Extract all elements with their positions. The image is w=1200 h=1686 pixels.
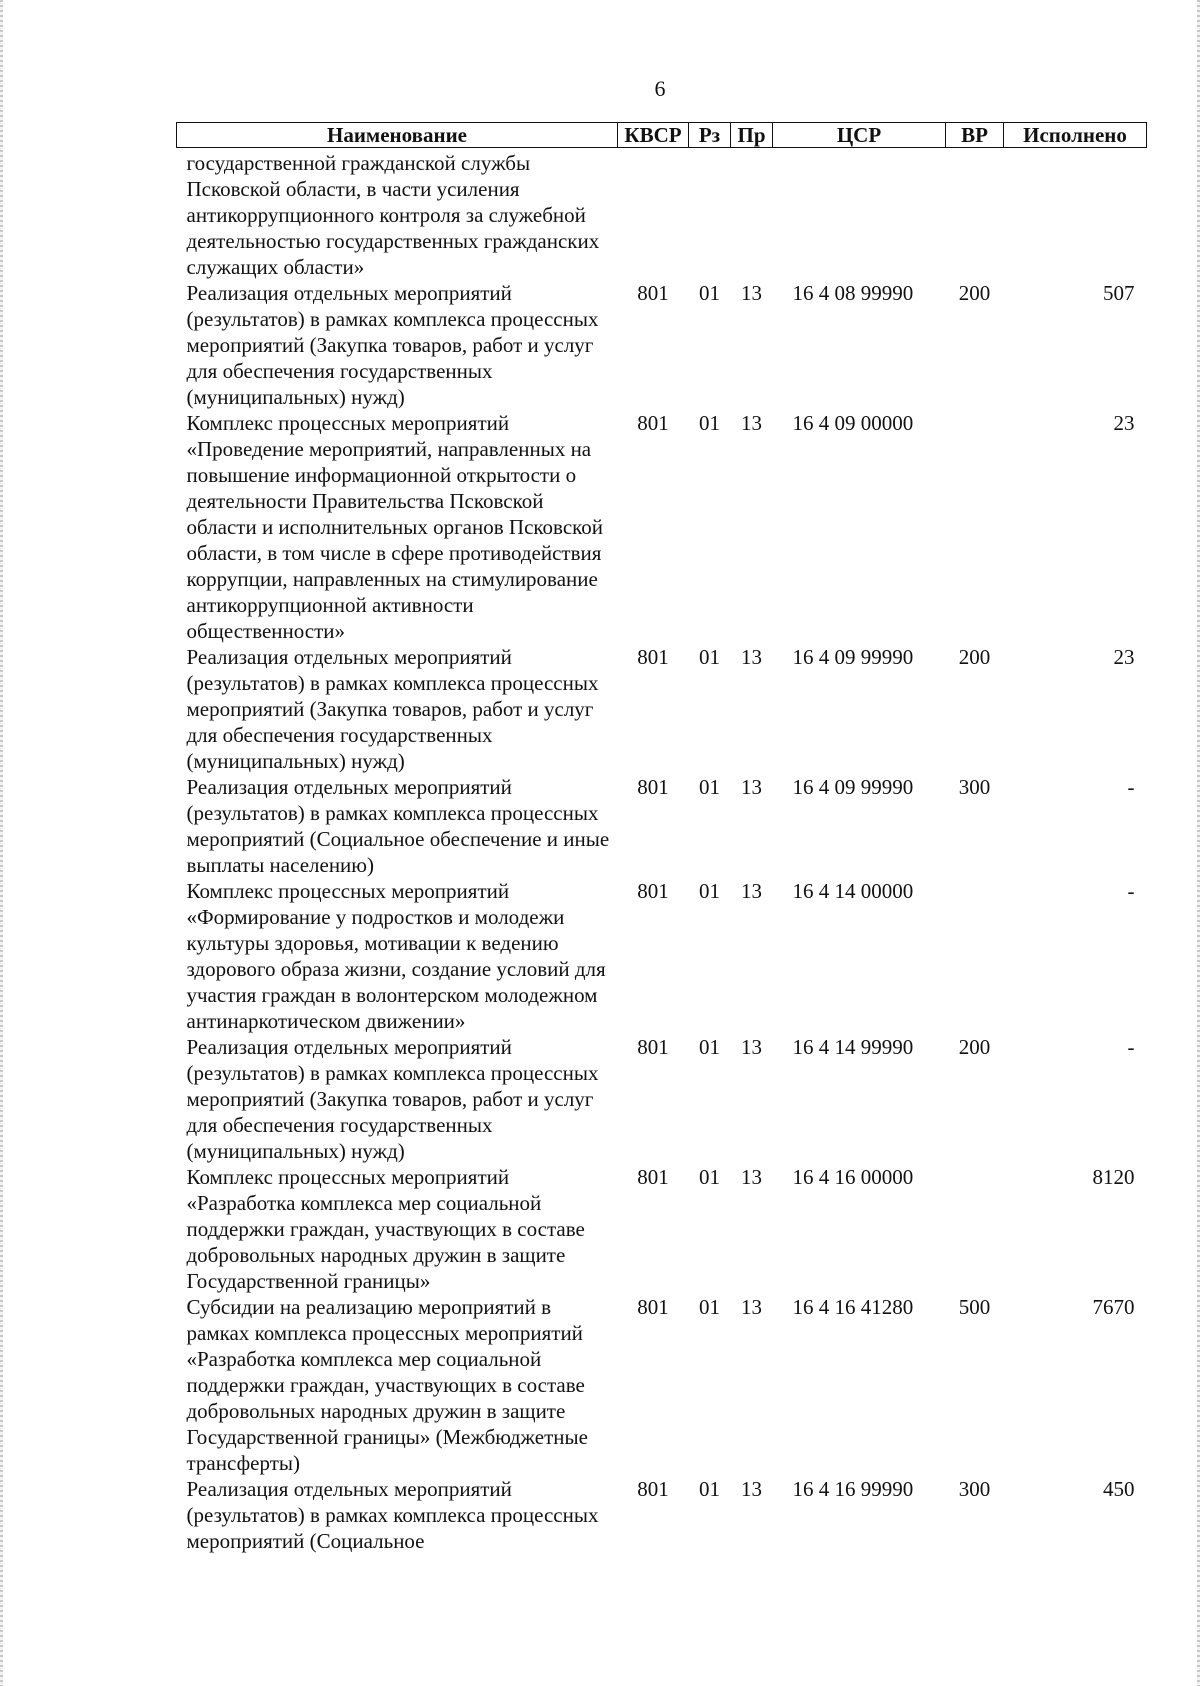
cell-vr bbox=[946, 410, 1004, 644]
cell-rz: 01 bbox=[699, 281, 720, 305]
cell-name: Реализация отдельных мероприятий (результатов) в рамках комплекса процессных мероприятий (Закупка товаров, работ и услуг для обеспечения государственных (муниципальных) нужд) bbox=[186, 281, 599, 409]
cell-vr: 200 bbox=[958, 1035, 991, 1059]
cell-kvsr bbox=[618, 148, 689, 281]
cell-vr: 300 bbox=[958, 1477, 991, 1501]
table-row bbox=[177, 1476, 1147, 1554]
cell-executed: 450 bbox=[1103, 1477, 1135, 1501]
cell-kvsr: 801 bbox=[637, 1165, 669, 1189]
header-vr: ВР bbox=[946, 123, 1004, 148]
cell-rz: 01 bbox=[699, 645, 720, 669]
page-number: 6 bbox=[654, 76, 666, 101]
cell-csr: 16 4 16 99990 bbox=[792, 1477, 914, 1501]
cell-pr: 13 bbox=[741, 645, 762, 669]
cell-vr: 200 bbox=[958, 281, 991, 305]
table-header bbox=[177, 123, 1147, 148]
cell-csr: 16 4 09 99990 bbox=[792, 645, 914, 669]
cell-rz: 01 bbox=[699, 1477, 720, 1501]
table-row bbox=[177, 644, 1147, 774]
cell-executed: - bbox=[1127, 1035, 1135, 1059]
cell-csr: 16 4 16 00000 bbox=[792, 1165, 914, 1189]
cell-pr bbox=[731, 148, 773, 281]
cell-csr: 16 4 14 00000 bbox=[792, 879, 914, 903]
table-body bbox=[177, 148, 1147, 1555]
table-row bbox=[177, 1294, 1147, 1476]
cell-kvsr: 801 bbox=[637, 1035, 669, 1059]
cell-csr: 16 4 16 41280 bbox=[792, 1295, 914, 1319]
cell-name: Комплекс процессных мероприятий «Проведение мероприятий, направленных на повышение информационной открытости о деятельности Правительства Псковской области и исполнительных органов Псковской области, в том числе в сфере противодействия коррупции, направленных на стимулирование антикоррупционной активности общественности» bbox=[186, 411, 604, 643]
header-name: Наименование bbox=[177, 123, 618, 148]
table-row bbox=[177, 774, 1147, 878]
cell-rz: 01 bbox=[699, 879, 720, 903]
table-row bbox=[177, 1034, 1147, 1164]
cell-rz: 01 bbox=[699, 411, 720, 435]
cell-pr: 13 bbox=[741, 775, 762, 799]
cell-executed bbox=[1004, 148, 1147, 281]
cell-name: Субсидии на реализацию мероприятий в рамках комплекса процессных мероприятий «Разработка комплекса мер социальной поддержки граждан, участвующих в составе добровольных народных дружин в защите Государственной границы» (Межбюджетные трансферты) bbox=[186, 1295, 588, 1475]
cell-rz: 01 bbox=[699, 1295, 720, 1319]
cell-kvsr: 801 bbox=[637, 1477, 669, 1501]
header-rz: Рз bbox=[689, 123, 731, 148]
cell-executed: 7670 bbox=[1092, 1295, 1135, 1319]
table-row bbox=[177, 410, 1147, 644]
cell-pr: 13 bbox=[741, 1165, 762, 1189]
cell-kvsr: 801 bbox=[637, 281, 669, 305]
header-executed: Исполнено bbox=[1004, 123, 1147, 148]
cell-executed: 23 bbox=[1113, 411, 1135, 435]
cell-vr: 500 bbox=[958, 1295, 991, 1319]
cell-csr: 16 4 09 00000 bbox=[792, 411, 914, 435]
cell-pr: 13 bbox=[741, 879, 762, 903]
cell-name: Реализация отдельных мероприятий (результатов) в рамках комплекса процессных мероприятий (Социальное обеспечение и иные выплаты населению) bbox=[186, 775, 610, 877]
cell-pr: 13 bbox=[741, 1295, 762, 1319]
cell-rz bbox=[689, 148, 731, 281]
scan-edge-left bbox=[0, 0, 3, 1686]
cell-kvsr: 801 bbox=[637, 1295, 669, 1319]
cell-vr bbox=[946, 878, 1004, 1034]
cell-csr: 16 4 09 99990 bbox=[792, 775, 914, 799]
cell-name: государственной гражданской службы Псковской области, в части усиления антикоррупционного контроля за служебной деятельностью государственных гражданских служащих области» bbox=[186, 151, 600, 279]
cell-name: Реализация отдельных мероприятий (результатов) в рамках комплекса процессных мероприятий (Закупка товаров, работ и услуг для обеспечения государственных (муниципальных) нужд) bbox=[186, 1035, 599, 1163]
cell-pr: 13 bbox=[741, 411, 762, 435]
table-row bbox=[177, 148, 1147, 281]
cell-name: Реализация отдельных мероприятий (результатов) в рамках комплекса процессных мероприятий (Социальное bbox=[186, 1477, 599, 1553]
budget-execution-table bbox=[176, 122, 1147, 1554]
table-row bbox=[177, 280, 1147, 410]
cell-name: Комплекс процессных мероприятий «Разработка комплекса мер социальной поддержки граждан, участвующих в составе добровольных народных дружин в защите Государственной границы» bbox=[186, 1165, 585, 1293]
cell-csr bbox=[773, 148, 946, 281]
cell-pr: 13 bbox=[741, 281, 762, 305]
cell-csr: 16 4 08 99990 bbox=[792, 281, 914, 305]
cell-executed: - bbox=[1127, 879, 1135, 903]
header-pr: Пр bbox=[731, 123, 773, 148]
cell-rz: 01 bbox=[699, 1165, 720, 1189]
cell-kvsr: 801 bbox=[637, 879, 669, 903]
cell-name: Реализация отдельных мероприятий (результатов) в рамках комплекса процессных мероприятий (Закупка товаров, работ и услуг для обеспечения государственных (муниципальных) нужд) bbox=[186, 645, 599, 773]
cell-rz: 01 bbox=[699, 775, 720, 799]
cell-executed: 8120 bbox=[1092, 1165, 1135, 1189]
cell-executed: 23 bbox=[1113, 645, 1135, 669]
cell-vr: 300 bbox=[958, 775, 991, 799]
header-csr: ЦСР bbox=[773, 123, 946, 148]
cell-csr: 16 4 14 99990 bbox=[792, 1035, 914, 1059]
cell-kvsr: 801 bbox=[637, 775, 669, 799]
header-kvsr: КВСР bbox=[618, 123, 689, 148]
cell-pr: 13 bbox=[741, 1477, 762, 1501]
cell-executed: 507 bbox=[1103, 281, 1135, 305]
cell-vr bbox=[946, 1164, 1004, 1294]
cell-pr: 13 bbox=[741, 1035, 762, 1059]
cell-vr bbox=[946, 148, 1004, 281]
cell-vr: 200 bbox=[958, 645, 991, 669]
table-row bbox=[177, 1164, 1147, 1294]
cell-executed: - bbox=[1127, 775, 1135, 799]
cell-kvsr: 801 bbox=[637, 645, 669, 669]
cell-kvsr: 801 bbox=[637, 411, 669, 435]
table-row bbox=[177, 878, 1147, 1034]
cell-name: Комплекс процессных мероприятий «Формирование у подростков и молодежи культуры здоровья, мотивации к ведению здорового образа жизни, создание условий для участия граждан в волонтерском молодежном антинаркотическом движении» bbox=[186, 879, 606, 1033]
cell-rz: 01 bbox=[699, 1035, 720, 1059]
